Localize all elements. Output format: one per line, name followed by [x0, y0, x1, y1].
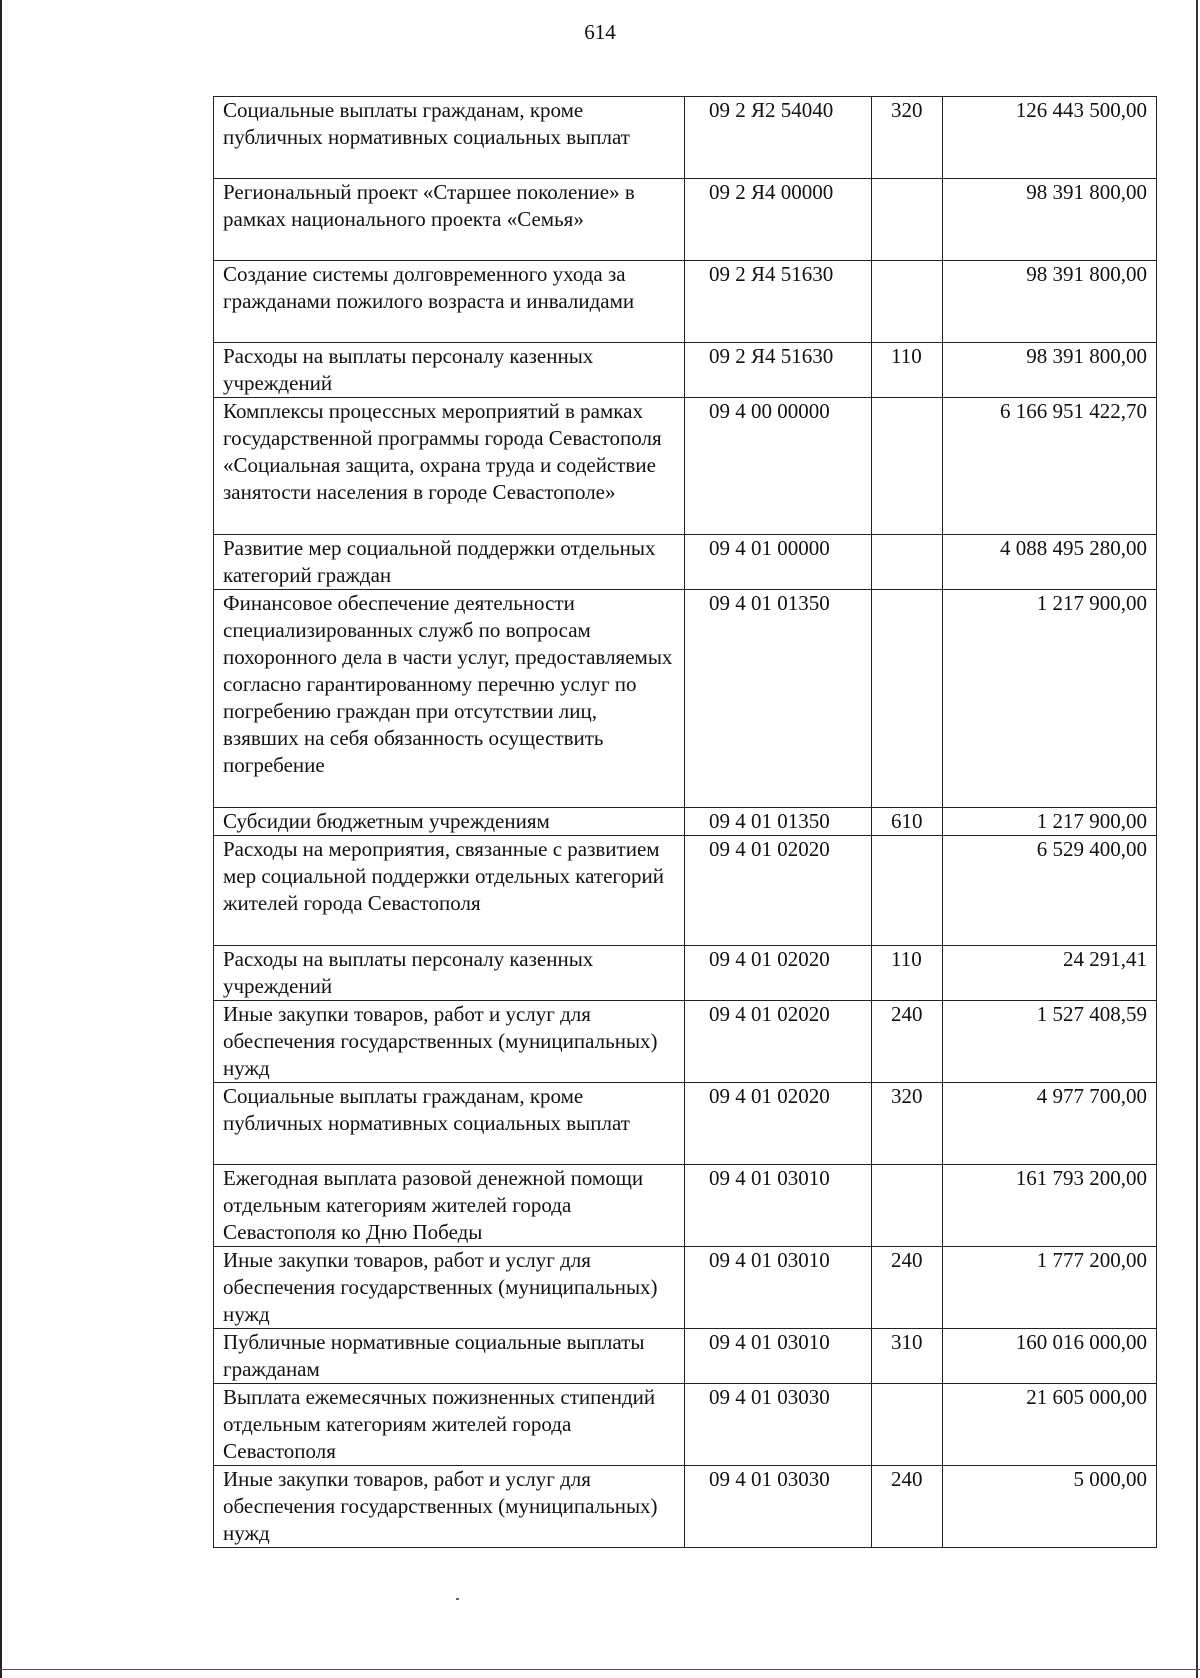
row-type: 320	[872, 97, 943, 179]
table-row	[214, 261, 1157, 343]
row-code: 09 4 01 03010	[685, 1165, 872, 1247]
table-row	[214, 590, 1157, 808]
table-row	[214, 1466, 1157, 1548]
row-code: 09 4 01 00000	[685, 535, 872, 590]
row-code: 09 2 Я4 51630	[685, 343, 872, 398]
row-sum: 24 291,41	[943, 946, 1157, 1001]
table-row	[214, 535, 1157, 590]
row-code: 09 4 01 01350	[685, 590, 872, 808]
row-name: Выплата ежемесячных пожизненных стипендий отдельным категориям жителей города Севастополя	[214, 1384, 685, 1466]
row-sum: 98 391 800,00	[943, 261, 1157, 343]
row-name: Иные закупки товаров, работ и услуг для обеспечения государственных (муниципальных) нужд	[214, 1001, 685, 1083]
budget-table-body	[214, 97, 1157, 1548]
table-row	[214, 836, 1157, 946]
row-type: 240	[872, 1466, 943, 1548]
table-row	[214, 1165, 1157, 1247]
row-sum: 1 777 200,00	[943, 1247, 1157, 1329]
row-name: Расходы на выплаты персоналу казенных учреждений	[214, 946, 685, 1001]
row-type	[872, 261, 943, 343]
row-code: 09 2 Я4 51630	[685, 261, 872, 343]
row-type	[872, 836, 943, 946]
row-name: Социальные выплаты гражданам, кроме публичных нормативных социальных выплат	[214, 97, 685, 179]
table-row	[214, 97, 1157, 179]
row-sum: 126 443 500,00	[943, 97, 1157, 179]
row-code: 09 4 01 02020	[685, 1083, 872, 1165]
row-type: 610	[872, 808, 943, 836]
scan-speck	[456, 1598, 459, 1600]
row-code: 09 4 01 02020	[685, 836, 872, 946]
row-sum: 5 000,00	[943, 1466, 1157, 1548]
row-code: 09 4 01 03030	[685, 1384, 872, 1466]
table-row	[214, 398, 1157, 535]
row-name: Расходы на выплаты персоналу казенных учреждений	[214, 343, 685, 398]
row-name: Иные закупки товаров, работ и услуг для обеспечения государственных (муниципальных) нужд	[214, 1466, 685, 1548]
row-sum: 6 529 400,00	[943, 836, 1157, 946]
row-code: 09 2 Я2 54040	[685, 97, 872, 179]
table-row	[214, 808, 1157, 836]
table-row	[214, 1001, 1157, 1083]
table-row	[214, 179, 1157, 261]
row-name: Комплексы процессных мероприятий в рамках государственной программы города Севастополя «Социальная защита, охрана труда и содействие занятости населения в городе Севастополе»	[214, 398, 685, 535]
row-name: Ежегодная выплата разовой денежной помощи отдельным категориям жителей города Севастополя ко Дню Победы	[214, 1165, 685, 1247]
row-type: 310	[872, 1329, 943, 1384]
row-sum: 6 166 951 422,70	[943, 398, 1157, 535]
budget-table	[213, 96, 1157, 1548]
row-name: Создание системы долговременного ухода за гражданами пожилого возраста и инвалидами	[214, 261, 685, 343]
row-name: Социальные выплаты гражданам, кроме публичных нормативных социальных выплат	[214, 1083, 685, 1165]
row-type: 110	[872, 946, 943, 1001]
row-name: Субсидии бюджетным учреждениям	[214, 808, 685, 836]
table-row	[214, 946, 1157, 1001]
row-sum: 160 016 000,00	[943, 1329, 1157, 1384]
row-sum: 1 527 408,59	[943, 1001, 1157, 1083]
table-row	[214, 1384, 1157, 1466]
row-sum: 161 793 200,00	[943, 1165, 1157, 1247]
row-name: Финансовое обеспечение деятельности специализированных служб по вопросам похоронного дела в части услуг, предоставляемых согласно гарантированному перечню услуг по погребению граждан при отсутствии лиц, взявших на себя обязанность осуществить погребение	[214, 590, 685, 808]
row-code: 09 4 01 03010	[685, 1329, 872, 1384]
row-sum: 4 977 700,00	[943, 1083, 1157, 1165]
row-name: Расходы на мероприятия, связанные с развитием мер социальной поддержки отдельных категорий жителей города Севастополя	[214, 836, 685, 946]
row-type	[872, 398, 943, 535]
table-row	[214, 1329, 1157, 1384]
row-name: Публичные нормативные социальные выплаты гражданам	[214, 1329, 685, 1384]
row-name: Региональный проект «Старшее поколение» в рамках национального проекта «Семья»	[214, 179, 685, 261]
scan-edge-left	[0, 0, 2, 1678]
row-type	[872, 590, 943, 808]
row-type: 240	[872, 1001, 943, 1083]
row-code: 09 4 01 01350	[685, 808, 872, 836]
row-type: 110	[872, 343, 943, 398]
row-type	[872, 179, 943, 261]
row-code: 09 4 01 03030	[685, 1466, 872, 1548]
row-code: 09 2 Я4 00000	[685, 179, 872, 261]
row-code: 09 4 01 03010	[685, 1247, 872, 1329]
table-row	[214, 343, 1157, 398]
row-name: Иные закупки товаров, работ и услуг для обеспечения государственных (муниципальных) нужд	[214, 1247, 685, 1329]
row-sum: 98 391 800,00	[943, 343, 1157, 398]
row-type	[872, 1165, 943, 1247]
scan-edge-right	[1196, 0, 1198, 1678]
row-type: 240	[872, 1247, 943, 1329]
row-code: 09 4 01 02020	[685, 946, 872, 1001]
row-type	[872, 1384, 943, 1466]
row-sum: 4 088 495 280,00	[943, 535, 1157, 590]
scan-edge-bottom	[0, 1669, 1200, 1670]
table-row	[214, 1247, 1157, 1329]
row-sum: 1 217 900,00	[943, 590, 1157, 808]
row-sum: 98 391 800,00	[943, 179, 1157, 261]
row-sum: 1 217 900,00	[943, 808, 1157, 836]
row-code: 09 4 01 02020	[685, 1001, 872, 1083]
row-sum: 21 605 000,00	[943, 1384, 1157, 1466]
row-type	[872, 535, 943, 590]
table-row	[214, 1083, 1157, 1165]
row-code: 09 4 00 00000	[685, 398, 872, 535]
page-number: 614	[584, 20, 616, 44]
row-name: Развитие мер социальной поддержки отдельных категорий граждан	[214, 535, 685, 590]
row-type: 320	[872, 1083, 943, 1165]
